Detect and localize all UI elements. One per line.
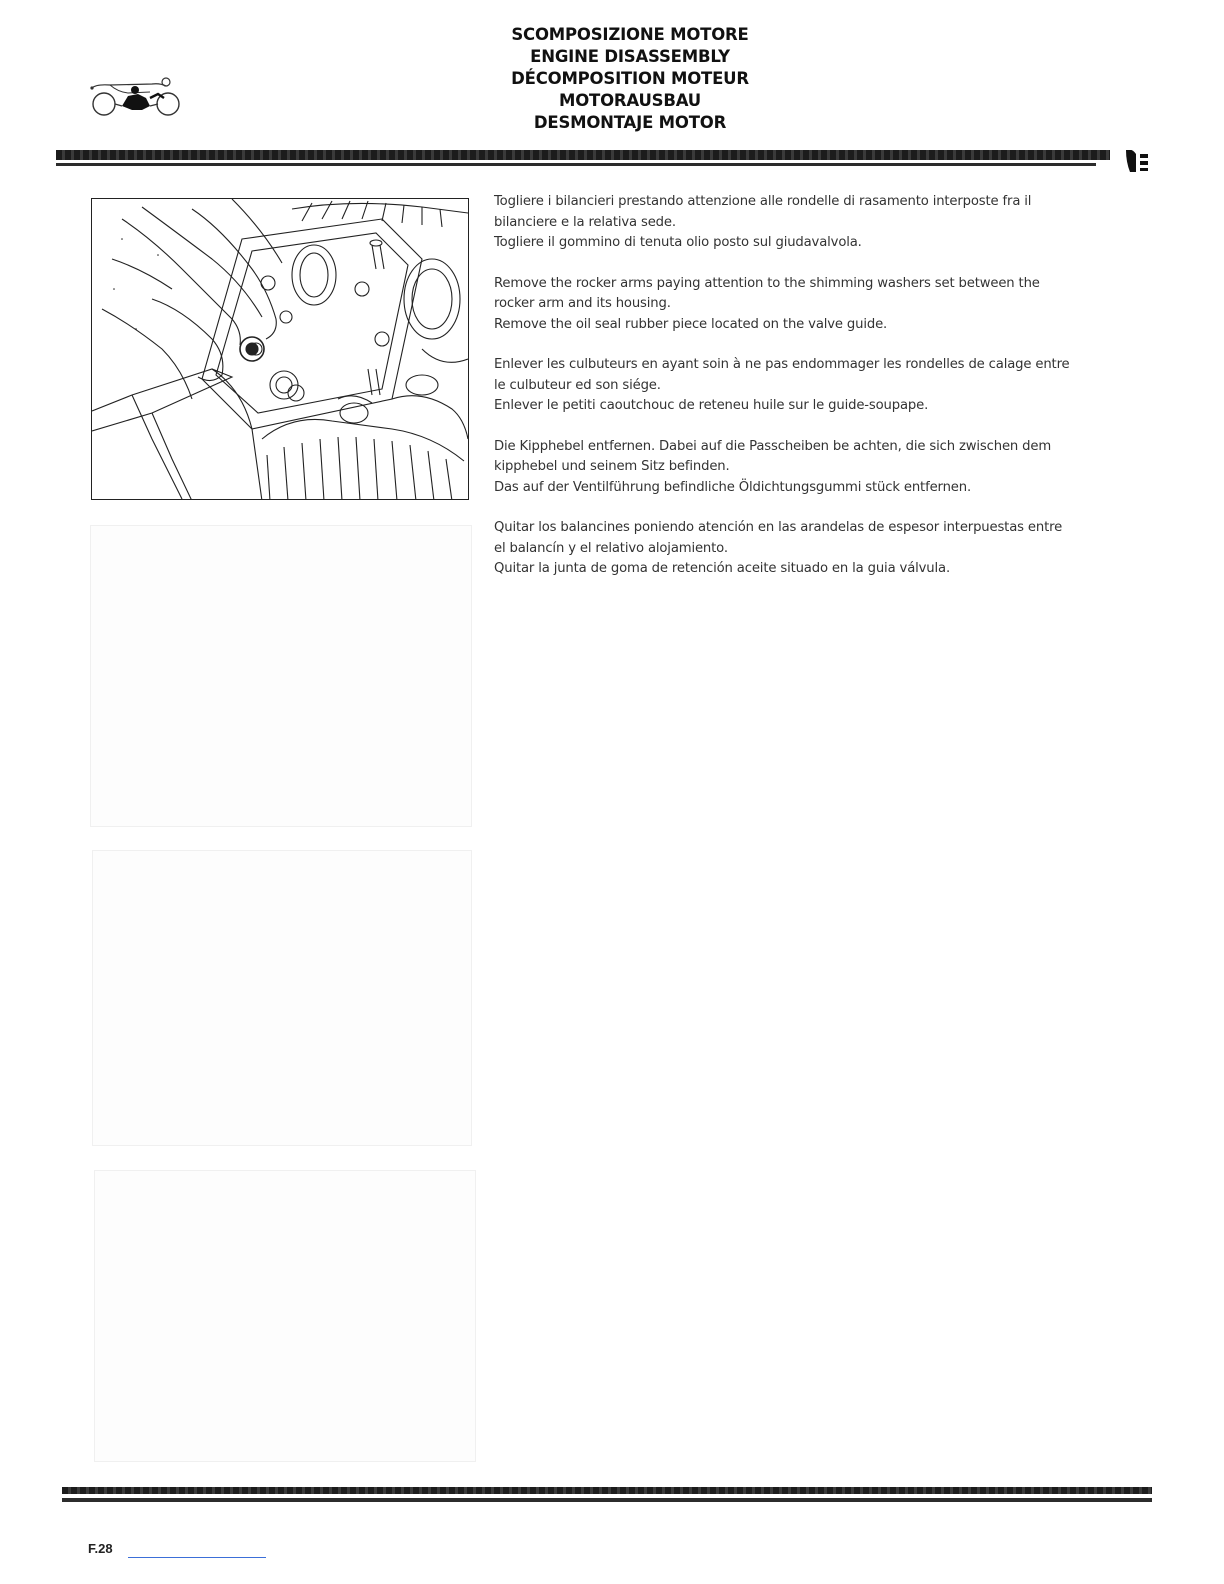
page-header: [0, 24, 1224, 134]
faint-figure-placeholder: [90, 525, 472, 827]
paragraph-french: [494, 355, 1090, 417]
title-english: ENGINE DISASSEMBLY: [530, 47, 730, 66]
footer-underline: [128, 1557, 266, 1558]
faint-figure-placeholder: [94, 1170, 476, 1462]
paragraph-spanish: [494, 518, 1090, 580]
title-german: MOTORAUSBAU: [558, 91, 701, 110]
faint-figure-placeholder: [92, 850, 472, 1146]
text-line: Das auf der Ventilführung befindliche Öldichtungsgummi stück entfernen.: [494, 479, 971, 495]
instruction-text: [494, 192, 1090, 600]
text-line: Die Kipphebel entfernen. Dabei auf die Passcheiben be achten, die sich zwischen dem: [494, 438, 1052, 454]
text-line: Enlever le petiti caoutchouc de reteneu huile sur le guide-soupape.: [494, 398, 929, 413]
title-spanish: DESMONTAJE MOTOR: [533, 113, 727, 132]
text-line: kipphebel und seinem Sitz befinden.: [494, 459, 730, 474]
text-line: Quitar la junta de goma de retención aceite situado en la guia válvula.: [494, 561, 950, 576]
text-line: Enlever les culbuteurs en ayant soin à ne pas endommager les rondelles de calage entre: [494, 357, 1070, 372]
paragraph-german: [494, 437, 1090, 499]
text-line: rocker arm and its housing.: [494, 296, 671, 311]
text-line: Togliere i bilancieri prestando attenzione alle rondelle di rasamento interposte fra il: [494, 194, 1032, 209]
footer-divider-thin: [62, 1498, 1152, 1502]
paragraph-italian: [494, 192, 1090, 254]
title-french: DÉCOMPOSITION MOTEUR: [511, 69, 749, 88]
page-number: F.28: [88, 1541, 113, 1556]
text-line: Remove the rocker arms paying attention to the shimming washers set between the: [494, 275, 1040, 291]
text-line: Remove the oil seal rubber piece located on the valve guide.: [494, 316, 888, 332]
text-line: Quitar los balancines poniendo atención en las arandelas de espesor interpuestas entre: [494, 520, 1063, 535]
text-line: le culbuteur ed son siége.: [494, 377, 661, 393]
text-line: Togliere il gommino di tenuta olio posto sul giudavalvola.: [494, 235, 862, 250]
paragraph-english: [494, 274, 1090, 336]
section-tab-marker: [1126, 150, 1148, 174]
text-line: el balancín y el relativo alojamiento.: [494, 540, 728, 556]
rocker-arm-removal-illustration: [91, 198, 469, 500]
title-italian: SCOMPOSIZIONE MOTORE: [511, 25, 749, 44]
header-divider: [56, 150, 1110, 160]
header-divider-thin: [56, 163, 1096, 166]
footer-divider: [62, 1487, 1152, 1494]
text-line: bilanciere e la relativa sede.: [494, 214, 676, 230]
